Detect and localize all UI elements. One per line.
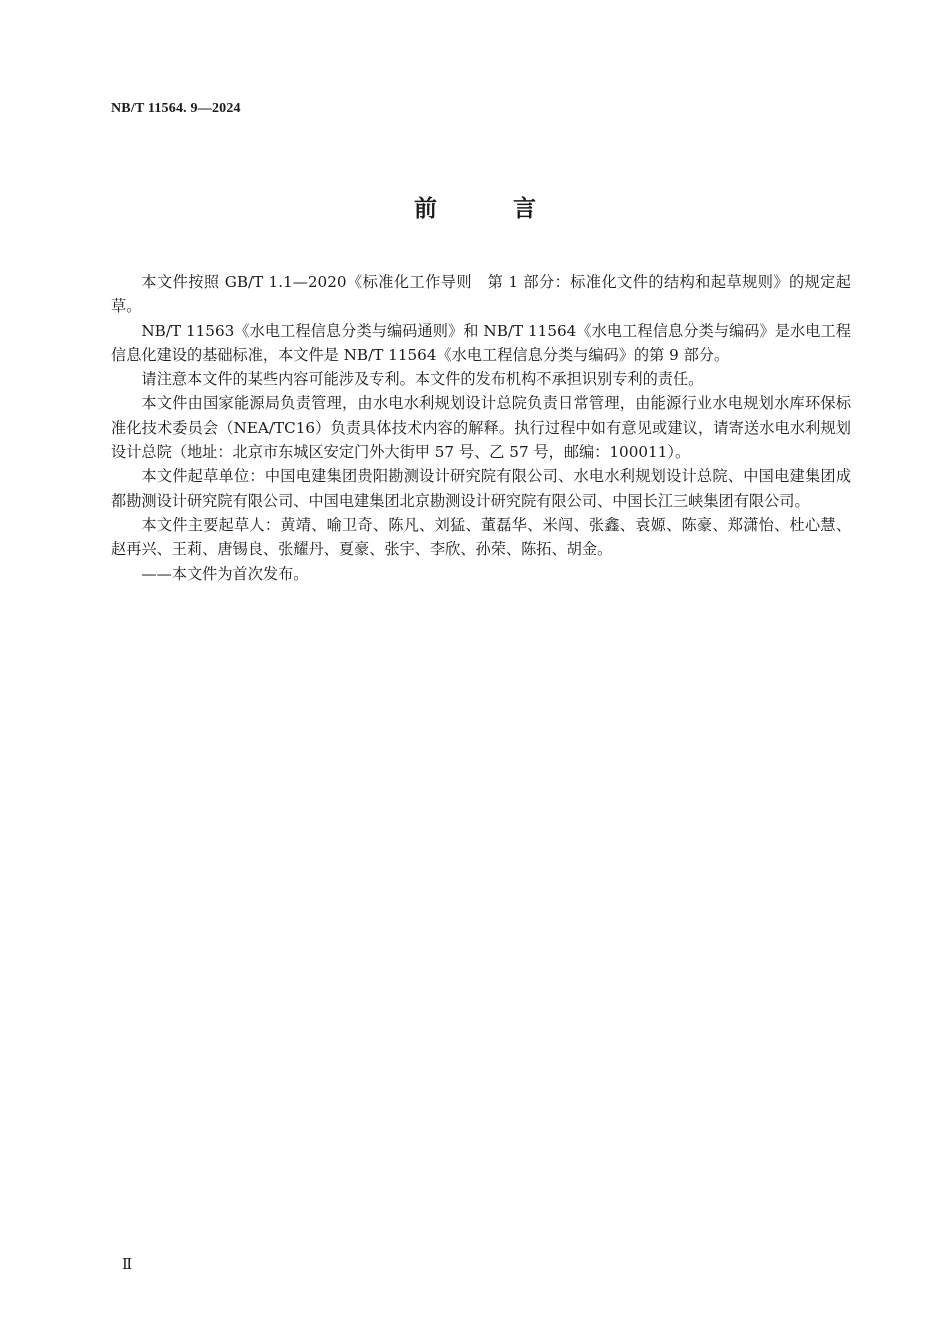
paragraph-basic-standards: NB/T 11563《水电工程信息分类与编码通则》和 NB/T 11564《水电工程信息分类与编码》是水电工程信息化建设的基础标准，本文件是 NB/T 11564《水电工程信息分类与编码》的第 9 部分。 — [111, 321, 851, 364]
paragraph-patent-notice: 请注意本文件的某些内容可能涉及专利。本文件的发布机构不承担识别专利的责任。 — [141, 370, 704, 389]
paragraph-drafters: 本文件主要起草人：黄靖、喻卫奇、陈凡、刘猛、董磊华、米闯、张鑫、袁嫄、陈豪、郑潇怡、杜心慧、赵再兴、王莉、唐锡良、张耀丹、夏豪、张宇、李欣、孙荣、陈拓、胡金。 — [111, 515, 851, 559]
paragraph-drafting-units: 本文件起草单位：中国电建集团贵阳勘测设计研究院有限公司、水电水利规划设计总院、中国电建集团成都勘测设计研究院有限公司、中国电建集团北京勘测设计研究院有限公司、中国长江三峡集团有限公司。 — [111, 467, 851, 510]
paragraph-first-release: ——本文件为首次发布。 — [141, 564, 309, 583]
paragraph-drafting-rules: 本文件按照 GB/T 1.1—2020《标准化工作导则 第 1 部分：标准化文件的结构和起草规则》的规定起草。 — [111, 273, 851, 316]
document-code-header: NB/T 11564. 9—2024 — [111, 101, 241, 116]
paragraph-management: 本文件由国家能源局负责管理，由水电水利规划设计总院负责日常管理，由能源行业水电规划水库环保标准化技术委员会（NEA/TC16）负责具体技术内容的解释。执行过程中如有意见或建议，请寄送水电水利规划设计总院（地址：北京市东城区安定门外大街甲 57 号、乙 57 号，邮编：100011）。 — [111, 394, 851, 462]
section-title-foreword: 前 言 — [413, 196, 570, 222]
foreword-body — [111, 270, 851, 586]
page-number: Ⅱ — [122, 1257, 133, 1273]
